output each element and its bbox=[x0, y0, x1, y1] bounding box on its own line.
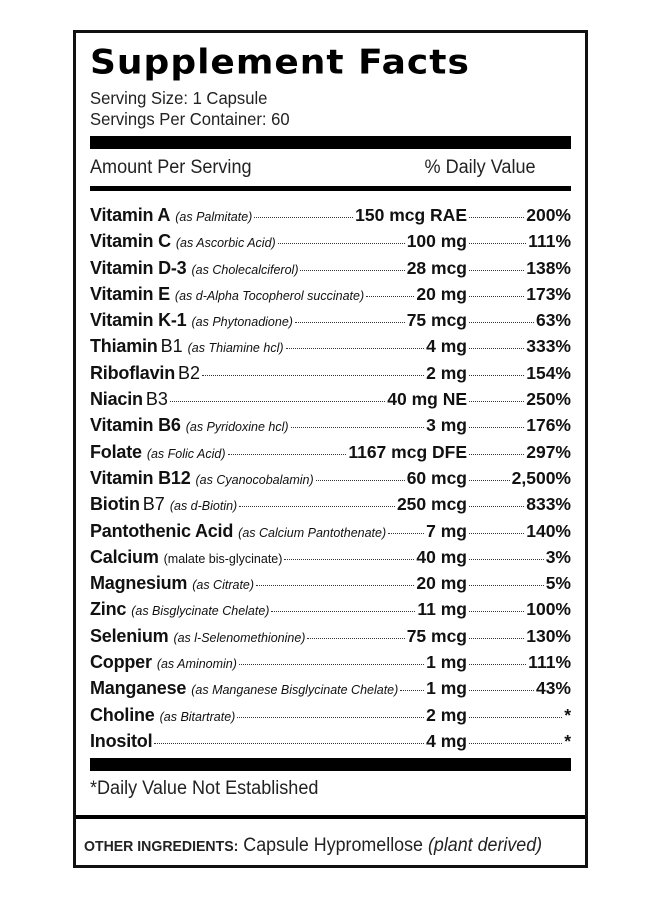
dot-leader bbox=[366, 296, 414, 297]
nutrient-name: Biotin bbox=[90, 494, 140, 515]
nutrient-source: (as Aminomin) bbox=[156, 657, 237, 672]
dot-leader bbox=[284, 559, 414, 560]
nutrient-daily-value: 154% bbox=[526, 362, 571, 383]
dot-leader bbox=[154, 743, 424, 744]
daily-value-cell bbox=[467, 494, 571, 515]
daily-value-cell bbox=[467, 599, 571, 620]
nutrient-row bbox=[90, 494, 571, 520]
daily-value-cell bbox=[467, 652, 571, 673]
nutrient-name: Pantothenic Acid bbox=[90, 520, 234, 541]
daily-value-cell bbox=[467, 310, 571, 331]
dot-leader bbox=[469, 454, 524, 455]
serving-size: Serving Size: 1 Capsule bbox=[90, 88, 268, 108]
dot-leader bbox=[295, 322, 405, 323]
dot-leader bbox=[202, 375, 424, 376]
daily-value-cell bbox=[467, 521, 571, 542]
nutrient-source: (as Folic Acid) bbox=[146, 446, 226, 461]
dot-leader bbox=[271, 611, 415, 612]
nutrient-source: (as Cyanocobalamin) bbox=[195, 472, 314, 487]
daily-value-label: % Daily Value bbox=[424, 157, 536, 178]
nutrient-source: (as Bitartrate) bbox=[159, 709, 236, 724]
dot-leader bbox=[469, 638, 524, 639]
nutrient-row bbox=[90, 468, 571, 494]
nutrient-row bbox=[90, 389, 571, 415]
nutrient-name: Inositol bbox=[90, 730, 153, 751]
nutrient-amount: 40 mg NE bbox=[387, 389, 467, 410]
panel-title: Supplement Facts bbox=[90, 43, 470, 82]
dot-leader bbox=[469, 506, 524, 507]
column-header bbox=[90, 157, 536, 179]
nutrient-daily-value: * bbox=[564, 730, 571, 751]
nutrient-daily-value: 297% bbox=[526, 441, 571, 462]
nutrient-source: (as d-Biotin) bbox=[169, 499, 238, 514]
nutrient-amount: 28 mcg bbox=[406, 257, 467, 278]
nutrient-row bbox=[90, 284, 571, 310]
daily-value-cell bbox=[467, 389, 571, 410]
dot-leader bbox=[254, 217, 353, 218]
nutrient-amount: 60 mcg bbox=[406, 467, 467, 488]
nutrient-row bbox=[90, 205, 571, 231]
nutrient-daily-value: 138% bbox=[526, 257, 571, 278]
footer-divider bbox=[76, 815, 585, 819]
nutrient-row bbox=[90, 731, 571, 757]
nutrient-daily-value: 111% bbox=[528, 652, 571, 673]
nutrient-amount: 1 mg bbox=[426, 678, 467, 699]
nutrient-name: Selenium bbox=[90, 625, 169, 646]
nutrient-row bbox=[90, 258, 571, 284]
nutrient-amount: 1 mg bbox=[426, 652, 467, 673]
nutrient-source: (as Calcium Pantothenate) bbox=[238, 525, 387, 540]
dot-leader bbox=[469, 585, 544, 586]
nutrient-name: Vitamin B6 bbox=[90, 415, 181, 436]
dot-leader bbox=[239, 664, 424, 665]
nutrient-source: (malate bis-glycinate) bbox=[163, 551, 283, 566]
daily-value-cell bbox=[467, 705, 571, 726]
nutrient-daily-value: * bbox=[564, 704, 571, 725]
nutrient-row bbox=[90, 415, 571, 441]
nutrient-name: Folate bbox=[90, 441, 142, 462]
dot-leader bbox=[469, 717, 562, 718]
nutrient-row bbox=[90, 678, 571, 704]
footnote: *Daily Value Not Established bbox=[90, 778, 319, 799]
dot-leader bbox=[469, 559, 544, 560]
dot-leader bbox=[256, 585, 414, 586]
other-ingredients-label: OTHER INGREDIENTS: bbox=[84, 838, 239, 855]
dot-leader bbox=[469, 533, 524, 534]
dot-leader bbox=[286, 348, 425, 349]
daily-value-cell bbox=[467, 678, 571, 699]
dot-leader bbox=[469, 401, 524, 402]
nutrient-amount: 4 mg bbox=[426, 336, 467, 357]
daily-value-cell bbox=[467, 573, 571, 594]
nutrient-daily-value: 111% bbox=[528, 231, 571, 252]
nutrient-row bbox=[90, 626, 571, 652]
dot-leader bbox=[469, 217, 524, 218]
nutrient-name: Vitamin A bbox=[90, 205, 171, 225]
nutrient-name: Thiamin bbox=[90, 336, 158, 357]
nutrient-row bbox=[90, 573, 571, 599]
dot-leader bbox=[307, 638, 404, 639]
dot-leader bbox=[469, 270, 524, 271]
nutrient-name: Vitamin B12 bbox=[90, 467, 191, 488]
dot-leader bbox=[469, 690, 534, 691]
nutrient-source: (as d-Alpha Tocopherol succinate) bbox=[174, 288, 365, 303]
nutrient-name: Niacin bbox=[90, 389, 143, 410]
dot-leader bbox=[469, 296, 524, 297]
nutrient-name: Magnesium bbox=[90, 573, 188, 594]
nutrient-daily-value: 176% bbox=[526, 415, 571, 436]
daily-value-cell bbox=[467, 547, 571, 568]
dot-leader bbox=[239, 506, 395, 507]
dot-leader bbox=[469, 243, 526, 244]
nutrient-daily-value: 3% bbox=[545, 546, 571, 567]
nutrient-amount: 4 mg bbox=[426, 730, 467, 751]
nutrient-daily-value: 43% bbox=[535, 678, 571, 699]
nutrient-source: (as Ascorbic Acid) bbox=[175, 236, 276, 251]
nutrient-daily-value: 5% bbox=[545, 573, 571, 594]
dot-leader bbox=[469, 348, 524, 349]
daily-value-cell bbox=[467, 415, 571, 436]
nutrient-row bbox=[90, 705, 571, 731]
thick-divider-top bbox=[90, 136, 571, 149]
nutrient-source: (as Palmitate) bbox=[175, 210, 253, 224]
nutrient-daily-value: 833% bbox=[526, 494, 571, 515]
daily-value-cell bbox=[467, 626, 571, 647]
header-divider bbox=[90, 186, 571, 191]
nutrient-row bbox=[90, 442, 571, 468]
dot-leader bbox=[170, 401, 385, 402]
dot-leader bbox=[316, 480, 405, 481]
nutrient-name: Vitamin C bbox=[90, 231, 171, 252]
nutrient-name: Choline bbox=[90, 704, 155, 725]
nutrient-name: Vitamin E bbox=[90, 283, 170, 304]
nutrient-row bbox=[90, 599, 571, 625]
nutrient-vitamin-code: B2 bbox=[178, 362, 201, 383]
other-ingredients bbox=[84, 835, 542, 857]
servings-per-container: Servings Per Container: 60 bbox=[90, 109, 290, 129]
dot-leader bbox=[469, 322, 534, 323]
other-ingredients-note: (plant derived) bbox=[427, 835, 543, 856]
nutrient-name: Vitamin D-3 bbox=[90, 257, 187, 278]
nutrient-name: Manganese bbox=[90, 678, 187, 699]
nutrient-daily-value: 173% bbox=[526, 283, 571, 304]
nutrient-daily-value: 100% bbox=[526, 599, 571, 620]
nutrient-row bbox=[90, 547, 571, 573]
nutrient-amount: 20 mg bbox=[416, 283, 467, 304]
dot-leader bbox=[291, 427, 425, 428]
nutrient-name: Calcium bbox=[90, 546, 159, 567]
dot-leader bbox=[300, 270, 404, 271]
daily-value-cell bbox=[467, 205, 571, 226]
nutrient-row bbox=[90, 521, 571, 547]
nutrient-amount: 250 mcg bbox=[396, 494, 467, 515]
nutrient-source: (as Pyridoxine hcl) bbox=[185, 420, 289, 435]
nutrient-source: (as l-Selenomethionine) bbox=[173, 630, 306, 645]
dot-leader bbox=[237, 717, 424, 718]
nutrient-daily-value: 2,500% bbox=[511, 467, 571, 488]
nutrient-name: Riboflavin bbox=[90, 362, 176, 383]
daily-value-cell bbox=[467, 468, 571, 489]
daily-value-cell bbox=[467, 442, 571, 463]
nutrient-amount: 2 mg bbox=[426, 362, 467, 383]
nutrient-daily-value: 333% bbox=[526, 336, 571, 357]
nutrient-source: (as Citrate) bbox=[192, 578, 255, 593]
dot-leader bbox=[228, 454, 347, 455]
daily-value-cell bbox=[467, 336, 571, 357]
nutrient-row bbox=[90, 336, 571, 362]
dot-leader bbox=[278, 243, 405, 244]
dot-leader bbox=[469, 375, 524, 376]
nutrient-vitamin-code: B1 bbox=[160, 336, 183, 357]
daily-value-cell bbox=[467, 258, 571, 279]
nutrient-amount: 150 mcg RAE bbox=[355, 205, 467, 225]
nutrient-amount: 3 mg bbox=[426, 415, 467, 436]
thick-divider-bottom bbox=[90, 758, 571, 771]
nutrient-name: Vitamin K-1 bbox=[90, 310, 187, 331]
dot-leader bbox=[469, 480, 510, 481]
nutrient-source: (as Manganese Bisglycinate Chelate) bbox=[191, 683, 399, 698]
nutrient-daily-value: 130% bbox=[526, 625, 571, 646]
dot-leader bbox=[469, 743, 562, 744]
other-ingredients-text: Capsule Hypromellose bbox=[243, 835, 423, 856]
nutrient-list bbox=[90, 205, 571, 757]
nutrient-vitamin-code: B7 bbox=[142, 494, 165, 515]
nutrient-vitamin-code: B3 bbox=[145, 389, 168, 410]
dot-leader bbox=[388, 533, 424, 534]
nutrient-daily-value: 200% bbox=[526, 205, 571, 225]
nutrient-amount: 11 mg bbox=[417, 599, 467, 620]
dot-leader bbox=[469, 427, 524, 428]
nutrient-name: Copper bbox=[90, 652, 152, 673]
nutrient-daily-value: 250% bbox=[526, 389, 571, 410]
nutrient-row bbox=[90, 231, 571, 257]
nutrient-source: (as Cholecalciferol) bbox=[191, 262, 299, 277]
nutrient-row bbox=[90, 310, 571, 336]
nutrient-daily-value: 140% bbox=[526, 520, 571, 541]
nutrient-amount: 20 mg bbox=[416, 573, 467, 594]
dot-leader bbox=[469, 664, 526, 665]
nutrient-amount: 1167 mcg DFE bbox=[348, 441, 467, 462]
daily-value-cell bbox=[467, 363, 571, 384]
nutrient-source: (as Thiamine hcl) bbox=[187, 341, 284, 356]
nutrient-amount: 75 mcg bbox=[406, 310, 467, 331]
nutrient-amount: 100 mg bbox=[406, 231, 467, 252]
amount-per-serving-label: Amount Per Serving bbox=[90, 157, 252, 178]
dot-leader bbox=[469, 611, 524, 612]
nutrient-source: (as Bisglycinate Chelate) bbox=[131, 604, 270, 619]
nutrient-row bbox=[90, 652, 571, 678]
daily-value-cell bbox=[467, 231, 571, 252]
nutrient-amount: 40 mg bbox=[416, 546, 467, 567]
daily-value-cell bbox=[467, 284, 571, 305]
nutrient-name: Zinc bbox=[90, 599, 127, 620]
nutrient-daily-value: 63% bbox=[535, 310, 571, 331]
supplement-facts-panel bbox=[73, 30, 588, 868]
nutrient-row bbox=[90, 363, 571, 389]
dot-leader bbox=[400, 690, 424, 691]
nutrient-amount: 75 mcg bbox=[406, 625, 467, 646]
nutrient-amount: 7 mg bbox=[426, 520, 467, 541]
nutrient-source: (as Phytonadione) bbox=[191, 315, 293, 330]
nutrient-amount: 2 mg bbox=[426, 704, 467, 725]
daily-value-cell bbox=[467, 731, 571, 752]
